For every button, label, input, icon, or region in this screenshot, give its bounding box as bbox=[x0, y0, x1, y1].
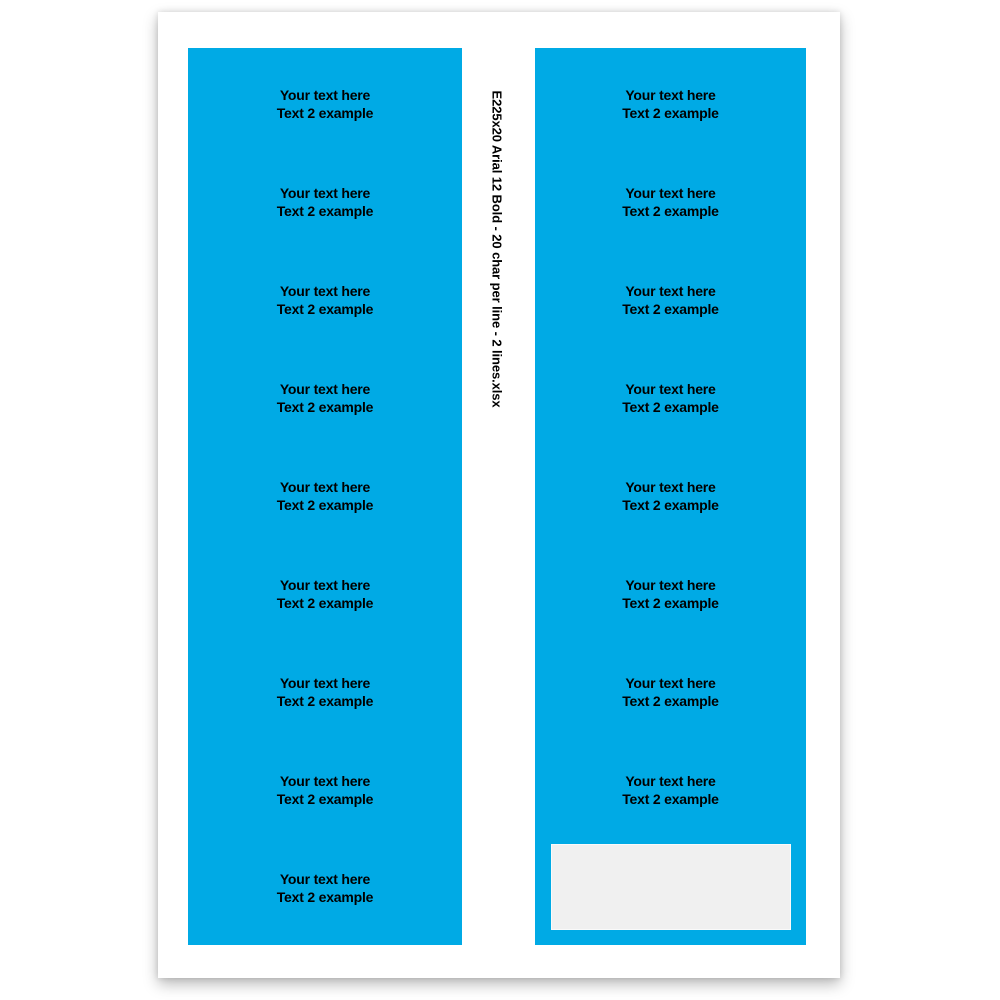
label-line-1: Your text here bbox=[279, 185, 371, 201]
label-line-2: Text 2 example bbox=[276, 301, 374, 317]
label-text bbox=[622, 282, 719, 318]
blank-label-panel bbox=[551, 844, 791, 930]
label-cell bbox=[535, 48, 806, 146]
label-text bbox=[277, 870, 374, 906]
label-line-1: Your text here bbox=[625, 675, 716, 691]
label-line-1: Your text here bbox=[625, 381, 716, 397]
label-line-2: Text 2 example bbox=[622, 693, 719, 709]
label-text bbox=[277, 478, 374, 514]
label-cell-blank bbox=[535, 832, 806, 930]
label-line-2: Text 2 example bbox=[622, 595, 719, 611]
label-cell bbox=[188, 342, 462, 440]
label-text bbox=[277, 674, 374, 710]
label-cell bbox=[188, 48, 462, 146]
label-line-1: Your text here bbox=[279, 87, 371, 103]
label-line-2: Text 2 example bbox=[622, 791, 719, 807]
label-line-2: Text 2 example bbox=[622, 497, 719, 513]
label-cell bbox=[188, 440, 462, 538]
label-text bbox=[277, 576, 374, 612]
label-cell bbox=[188, 734, 462, 832]
label-line-2: Text 2 example bbox=[276, 693, 374, 709]
label-text bbox=[277, 184, 374, 220]
label-text bbox=[622, 478, 719, 514]
label-line-2: Text 2 example bbox=[276, 889, 374, 905]
label-line-2: Text 2 example bbox=[276, 595, 374, 611]
label-text bbox=[622, 86, 719, 122]
label-sheet bbox=[158, 12, 840, 978]
label-cell bbox=[188, 636, 462, 734]
label-line-2: Text 2 example bbox=[276, 497, 374, 513]
label-text bbox=[622, 380, 719, 416]
label-line-1: Your text here bbox=[625, 577, 716, 593]
label-line-2: Text 2 example bbox=[622, 399, 719, 415]
label-line-2: Text 2 example bbox=[622, 301, 719, 317]
label-cell bbox=[535, 146, 806, 244]
label-text bbox=[622, 674, 719, 710]
label-text bbox=[277, 772, 374, 808]
label-line-1: Your text here bbox=[625, 479, 716, 495]
label-line-2: Text 2 example bbox=[276, 791, 374, 807]
label-line-1: Your text here bbox=[279, 381, 371, 397]
label-cell bbox=[535, 244, 806, 342]
label-line-2: Text 2 example bbox=[276, 105, 374, 121]
label-cell bbox=[535, 342, 806, 440]
label-cell bbox=[188, 146, 462, 244]
label-line-1: Your text here bbox=[625, 87, 716, 103]
label-text bbox=[277, 282, 374, 318]
label-line-2: Text 2 example bbox=[276, 399, 374, 415]
label-text bbox=[277, 380, 374, 416]
label-text bbox=[622, 772, 719, 808]
label-cell bbox=[188, 832, 462, 930]
label-line-1: Your text here bbox=[279, 675, 371, 691]
vertical-caption: E225x20 Arial 12 Bold - 20 char per line - 2 lines.xlsx bbox=[489, 90, 505, 408]
label-cell bbox=[535, 636, 806, 734]
label-line-1: Your text here bbox=[279, 283, 371, 299]
label-column-right bbox=[535, 48, 806, 945]
label-line-1: Your text here bbox=[279, 871, 371, 887]
label-line-1: Your text here bbox=[625, 283, 716, 299]
label-cell bbox=[535, 538, 806, 636]
label-line-1: Your text here bbox=[279, 577, 371, 593]
label-cell bbox=[188, 244, 462, 342]
label-line-1: Your text here bbox=[625, 185, 716, 201]
label-column-left bbox=[188, 48, 462, 945]
label-text bbox=[622, 576, 719, 612]
label-line-1: Your text here bbox=[625, 773, 716, 789]
label-line-2: Text 2 example bbox=[622, 105, 719, 121]
label-cell bbox=[535, 440, 806, 538]
label-text bbox=[622, 184, 719, 220]
label-line-1: Your text here bbox=[279, 773, 371, 789]
label-line-1: Your text here bbox=[279, 479, 371, 495]
label-line-2: Text 2 example bbox=[622, 203, 719, 219]
label-text bbox=[277, 86, 374, 122]
label-cell bbox=[188, 538, 462, 636]
label-cell bbox=[535, 734, 806, 832]
label-line-2: Text 2 example bbox=[276, 203, 374, 219]
